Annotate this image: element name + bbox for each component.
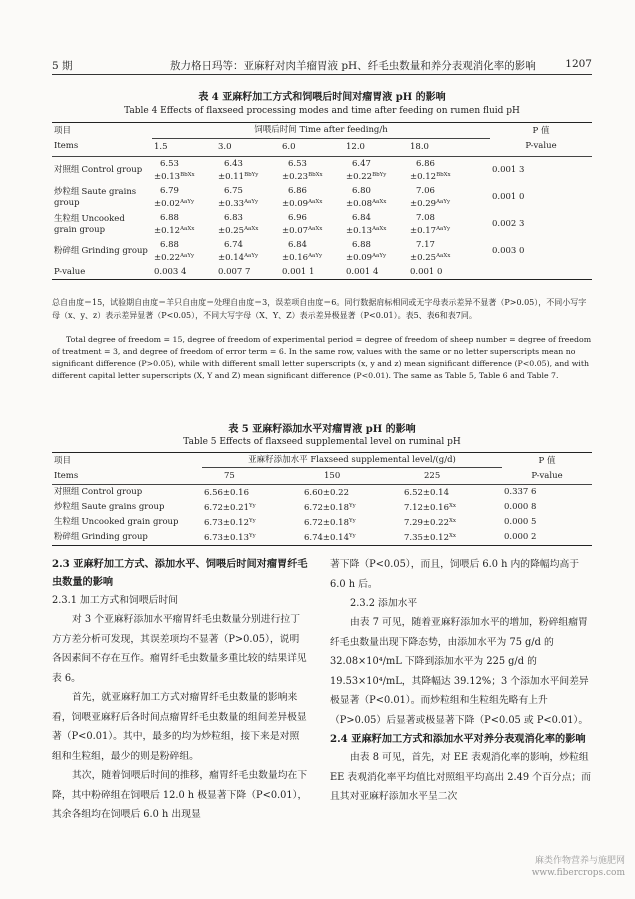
table4-row-label <box>52 157 152 185</box>
row-label-zh: 炒粒组 <box>54 186 80 197</box>
section-2-3-2-heading: 2.3.2 添加水平 <box>350 598 418 609</box>
significance-superscript: AaXx <box>308 198 323 205</box>
table4-pvalue-label: P-value <box>54 266 86 277</box>
table5-row-label <box>52 530 202 546</box>
sd-value: ±0.22 <box>154 252 181 263</box>
table4-pvalue-cell: 0.001 4 <box>346 266 379 277</box>
table4-time-cell: 6.0 <box>282 141 296 152</box>
sd-value: ±0.22 <box>346 171 373 182</box>
table4-note-zh: 总自由度＝15，试验期自由度＝羊只自由度＝处理自由度＝3，误差项自由度＝6。同行数据肩标相同或无字母表示差异不显著（P>0.05），不同小写字母（x、y、z）表示差异显著（P<0.05），不同大写字母（X、Y、Z）表示差异极显著（P<0.01）。表5、表6和表7同。 <box>52 298 587 320</box>
table4-value-cell <box>152 157 216 185</box>
table5-value-cell <box>202 515 302 530</box>
table4-item-en: Items <box>54 141 79 151</box>
table5-row-label <box>52 485 202 501</box>
table5-p-header <box>502 453 592 485</box>
mean-value: 6.84 <box>352 212 371 223</box>
table4-value-cell <box>344 184 408 211</box>
table4-p-cell: 0.002 3 <box>492 219 525 229</box>
table4-pvalue-cell: 0.001 0 <box>410 266 443 277</box>
mean-value: 6.88 <box>352 239 371 250</box>
table4-value-cell <box>152 211 216 238</box>
table4-value-cell <box>280 238 344 265</box>
sd-value: ±0.25 <box>218 225 245 236</box>
sd-value: ±0.17 <box>410 225 437 236</box>
table5-value-cell <box>402 500 502 515</box>
table5-title-zh: 表 5 亚麻籽添加水平对瘤胃液 pH 的影响 <box>228 424 416 435</box>
significance-superscript: AaYy <box>436 198 451 205</box>
table5 <box>52 452 592 546</box>
table4-header-row <box>52 123 592 139</box>
sd-value: ±0.16 <box>282 252 309 263</box>
table4-body <box>52 157 592 266</box>
table5-value-cell <box>202 530 302 546</box>
table4-p-header <box>490 123 592 157</box>
table4-value-cell <box>408 238 490 265</box>
significance-superscript: Yy <box>248 533 256 539</box>
mean-value: 6.75 <box>224 185 243 196</box>
table4 <box>52 122 592 280</box>
value: 7.12±0.16 <box>404 503 449 513</box>
table5-row-label <box>52 515 202 530</box>
row-label-en: Control group <box>81 165 143 175</box>
table4-row <box>52 157 592 185</box>
table4-time-cell: 18.0 <box>410 141 429 152</box>
sd-value: ±0.33 <box>218 198 245 209</box>
table5-row <box>52 500 592 515</box>
row-label-zh: 粉碎组 <box>54 246 80 256</box>
significance-superscript: AaXx <box>436 252 451 259</box>
significance-superscript: BbYy <box>244 171 259 178</box>
mean-value: 6.79 <box>160 185 179 196</box>
table4-value-cell <box>408 211 490 238</box>
significance-superscript: AaXx <box>372 225 387 232</box>
table5-row-label <box>52 500 202 515</box>
significance-superscript: AaYy <box>180 198 195 205</box>
table5-item-en: Items <box>54 471 79 481</box>
significance-superscript: AaYy <box>436 225 451 232</box>
mean-value: 6.86 <box>288 185 307 196</box>
sd-value: ±0.09 <box>346 252 373 263</box>
row-label-en: Control group <box>81 487 143 497</box>
table5-value-cell <box>302 530 402 546</box>
significance-superscript: BbXx <box>180 171 195 178</box>
paragraph: 其次，随着饲喂后时间的推移，瘤胃纤毛虫数量均在下降，其中粉碎组在饲喂后 12.0 h 极显著下降（P<0.01），其余各组均在饲喂后 6.0 h 出现显 <box>52 770 308 820</box>
table5-p-en: P-value <box>531 471 563 481</box>
sd-value: ±0.12 <box>410 171 437 182</box>
table5-value-cell <box>302 485 402 501</box>
mean-value: 6.88 <box>160 239 179 250</box>
table5-value-cell <box>302 515 402 530</box>
watermark-line: 麻类作物营养与施肥网 <box>534 856 625 866</box>
row-label-en: Uncooked grain group <box>81 517 179 527</box>
significance-superscript: BbXx <box>308 171 323 178</box>
value: 6.60±0.22 <box>304 488 349 498</box>
table5-value-cell <box>202 500 302 515</box>
mean-value: 6.43 <box>224 158 243 169</box>
table4-value-cell <box>344 211 408 238</box>
mean-value: 6.74 <box>224 239 243 250</box>
sd-value: ±0.29 <box>410 198 437 209</box>
sd-value: ±0.23 <box>282 171 309 182</box>
table4-pvalue-cell: 0.007 7 <box>218 266 251 277</box>
value: 6.72±0.18 <box>304 518 349 528</box>
table5-row <box>52 515 592 530</box>
table4-pvalue-row <box>52 265 592 280</box>
sd-value: ±0.02 <box>154 198 181 209</box>
table4-value-cell <box>408 157 490 185</box>
mean-value: 6.47 <box>352 158 371 169</box>
table5-p-cell: 0.000 8 <box>504 502 537 512</box>
significance-superscript: BbXx <box>436 171 451 178</box>
value: 6.52±0.14 <box>404 488 449 498</box>
sd-value: ±0.08 <box>346 198 373 209</box>
sd-value: ±0.13 <box>346 225 373 236</box>
table5-value-cell <box>402 515 502 530</box>
significance-superscript: AaXx <box>308 225 323 232</box>
row-label-zh: 对照组 <box>54 165 80 175</box>
significance-superscript: AaYy <box>180 252 195 259</box>
row-label-en: Uncooked grain group <box>54 213 125 235</box>
table4-time-cell: 12.0 <box>346 141 365 152</box>
table4-value-cell <box>152 238 216 265</box>
section-2-4-heading: 2.4 亚麻籽加工方式和添加水平对养分表观消化率的影响 <box>330 733 586 745</box>
mean-value: 7.08 <box>416 212 435 223</box>
table4-row <box>52 211 592 238</box>
table4-p-zh: P 值 <box>532 126 550 136</box>
mean-value: 6.83 <box>224 212 243 223</box>
table5-level-group-header: 亚麻籽添加水平 Flaxseed supplemental level/(g/d) <box>202 453 502 468</box>
table4-time-cell: 3.0 <box>218 141 232 152</box>
table5-header-row <box>52 453 592 468</box>
table4-pvalue-cell: 0.001 1 <box>282 266 315 277</box>
table4-value-cell <box>216 238 280 265</box>
watermark-line: www.fibercrops.com <box>531 868 625 878</box>
row-label-zh: 对照组 <box>54 487 80 497</box>
table4-value-cell <box>216 211 280 238</box>
row-label-en: Grinding group <box>81 246 148 256</box>
table4-title-en: Table 4 Effects of flaxseed processing modes and time after feeding on rumen fluid pH <box>124 106 520 116</box>
table5-p-cell: 0.337 6 <box>504 487 537 497</box>
significance-superscript: AaYy <box>372 252 387 259</box>
mean-value: 6.53 <box>160 158 179 169</box>
header-rule <box>52 74 592 75</box>
running-title: 敖力格日玛等：亚麻籽对肉羊瘤胃液 pH、纤毛虫数量和养分表观消化率的影响 <box>170 60 536 72</box>
value: 6.73±0.12 <box>204 518 249 528</box>
table5-level-cell: 225 <box>424 470 441 481</box>
table4-row-label <box>52 211 152 238</box>
significance-superscript: AaYy <box>308 252 323 259</box>
sd-value: ±0.09 <box>282 198 309 209</box>
significance-superscript: Yy <box>248 518 256 524</box>
row-label-zh: 生粒组 <box>54 517 80 527</box>
table4-value-cell <box>152 184 216 211</box>
sd-value: ±0.25 <box>410 252 437 263</box>
mean-value: 6.53 <box>288 158 307 169</box>
table4-p-cell: 0.001 3 <box>492 165 525 175</box>
paragraph: 由表 7 可见，随着亚麻籽添加水平的增加，粉碎组瘤胃纤毛虫数量出现下降态势，由添加水平为 75 g/d 的 32.08×10⁴/mL 下降到添加水平为 225 g/d 的 19.53×10⁴/mL，其降幅达 39.12%；3 个添加水平间差异极显著（P<0.01）。而炒粒组和生粒组先略有上升（P>0.05）后显著或极显著下降（P<0.05 或 P<0.01）。 <box>330 617 589 726</box>
table5-p-zh: P 值 <box>538 456 556 466</box>
mean-value: 7.06 <box>416 185 435 196</box>
table4-value-cell <box>280 184 344 211</box>
left-column <box>52 555 308 825</box>
row-label-en: Saute grains group <box>54 186 137 208</box>
mean-value: 6.96 <box>288 212 307 223</box>
table4-value-cell <box>280 211 344 238</box>
sd-value: ±0.13 <box>154 171 181 182</box>
significance-superscript: AaYy <box>244 198 259 205</box>
table4-value-cell <box>280 157 344 185</box>
mean-value: 7.17 <box>416 239 435 250</box>
table4-value-cell <box>216 157 280 185</box>
table5-row <box>52 530 592 546</box>
section-2-3-1-heading: 2.3.1 加工方式和饲喂后时间 <box>52 595 179 606</box>
table4-row <box>52 184 592 211</box>
significance-superscript: Xx <box>448 518 457 524</box>
row-label-en: Saute grains group <box>81 502 165 512</box>
value: 6.74±0.14 <box>304 533 349 543</box>
significance-superscript: Yy <box>348 533 356 539</box>
row-label-zh: 炒粒组 <box>54 502 80 512</box>
issue-number: 5 期 <box>52 60 73 72</box>
table4-pvalue-cell: 0.003 4 <box>154 266 187 277</box>
significance-superscript: Yy <box>248 503 256 509</box>
table4-row <box>52 238 592 265</box>
table5-p-cell: 0.000 2 <box>504 532 537 542</box>
page-number: 1207 <box>565 58 592 70</box>
section-2-3-heading: 2.3 亚麻籽加工方式、添加水平、饲喂后时间对瘤胃纤毛虫数量的影响 <box>52 558 308 588</box>
row-label-zh: 粉碎组 <box>54 532 80 542</box>
value: 7.35±0.12 <box>404 533 449 543</box>
table5-item-header <box>52 453 202 485</box>
sd-value: ±0.07 <box>282 225 309 236</box>
value: 6.72±0.18 <box>304 503 349 513</box>
value: 6.73±0.13 <box>204 533 249 543</box>
table4-item-zh: 项目 <box>54 126 72 136</box>
row-label-zh: 生粒组 <box>54 213 80 224</box>
table4-p-cell: 0.003 0 <box>492 246 525 256</box>
paragraph: 首先，就亚麻籽加工方式对瘤胃纤毛虫数量的影响来看，饲喂亚麻籽后各时间点瘤胃纤毛虫数量的组间差异极显著（P<0.01）。其中，最多的均为炒粒组，接下来是对照组和生粒组，最少的则是粉碎组。 <box>52 692 307 762</box>
significance-superscript: AaXx <box>180 225 195 232</box>
significance-superscript: Xx <box>448 503 457 509</box>
mean-value: 6.80 <box>352 185 371 196</box>
table5-body <box>52 485 592 546</box>
table5-item-zh: 项目 <box>54 456 72 466</box>
table5-level-cell: 75 <box>224 470 235 481</box>
table5-value-cell <box>402 485 502 501</box>
row-label-en: Grinding group <box>81 532 148 542</box>
value: 6.56±0.16 <box>204 488 249 498</box>
significance-superscript: BbYy <box>372 171 387 178</box>
table5-level-cell: 150 <box>324 470 341 481</box>
table4-value-cell <box>344 157 408 185</box>
table4-title-zh: 表 4 亚麻籽加工方式和饲喂后时间对瘤胃液 pH 的影响 <box>198 92 446 103</box>
table4-row-label <box>52 238 152 265</box>
table5-p-cell: 0.000 5 <box>504 517 537 527</box>
table4-time-cell: 1.5 <box>154 141 168 152</box>
sd-value: ±0.12 <box>154 225 181 236</box>
significance-superscript: Xx <box>448 533 457 539</box>
table4-row-label <box>52 184 152 211</box>
table4-p-cell: 0.001 0 <box>492 192 525 202</box>
table4-value-cell <box>344 238 408 265</box>
sd-value: ±0.14 <box>218 252 245 263</box>
value: 7.29±0.22 <box>404 518 449 528</box>
significance-superscript: AaYy <box>244 252 259 259</box>
mean-value: 6.84 <box>288 239 307 250</box>
table4-note-en: Total degree of freedom = 15, degree of freedom of experimental period = degree of freedom of sheep number = degree of freedom of treatment = 3, and degree of freedom of error term = 6. In the same row, values with the same or no letter superscripts mean no significant difference (P>0.05), while with different small letter superscripts (x, y and z) mean significant difference (P<0.05), and with different capital letter superscripts (X, Y and Z) mean significant difference (P<0.01). The same as Table 5, Table 6 and Table 7. <box>52 335 592 380</box>
table5-value-cell <box>402 530 502 546</box>
table4-value-cell <box>216 184 280 211</box>
significance-superscript: Yy <box>348 503 356 509</box>
table5-row <box>52 485 592 501</box>
table4-p-en: P-value <box>525 141 557 151</box>
mean-value: 6.88 <box>160 212 179 223</box>
watermark <box>532 855 625 879</box>
paragraph: 对 3 个亚麻籽添加水平瘤胃纤毛虫数量分别进行拉丁方方差分析可发现，其误差项均不显著（P>0.05），说明各因素间不存在互作。瘤胃纤毛虫数量多重比较的结果详见表 6。 <box>52 614 307 684</box>
table4-value-cell <box>408 184 490 211</box>
significance-superscript: AaXx <box>372 198 387 205</box>
table5-value-cell <box>202 485 302 501</box>
right-column <box>330 555 592 807</box>
significance-superscript: Yy <box>348 518 356 524</box>
paragraph: 著下降（P<0.05），而且，饲喂后 6.0 h 内的降幅均高于 6.0 h 后。 <box>330 559 580 590</box>
table4-time-group-header: 饲喂后时间 Time after feeding/h <box>152 123 490 139</box>
table5-title-en: Table 5 Effects of flaxseed supplemental level on ruminal pH <box>183 437 461 447</box>
table4-item-header <box>52 123 152 157</box>
value: 6.72±0.21 <box>204 503 249 513</box>
sd-value: ±0.11 <box>218 171 245 182</box>
significance-superscript: AaXx <box>244 225 259 232</box>
table5-value-cell <box>302 500 402 515</box>
mean-value: 6.86 <box>416 158 435 169</box>
paragraph: 由表 8 可见，首先，对 EE 表观消化率的影响，炒粒组 EE 表观消化率平均值比对照组平均高出 2.49 个百分点；而且其对亚麻籽添加水平呈二次 <box>330 752 591 802</box>
